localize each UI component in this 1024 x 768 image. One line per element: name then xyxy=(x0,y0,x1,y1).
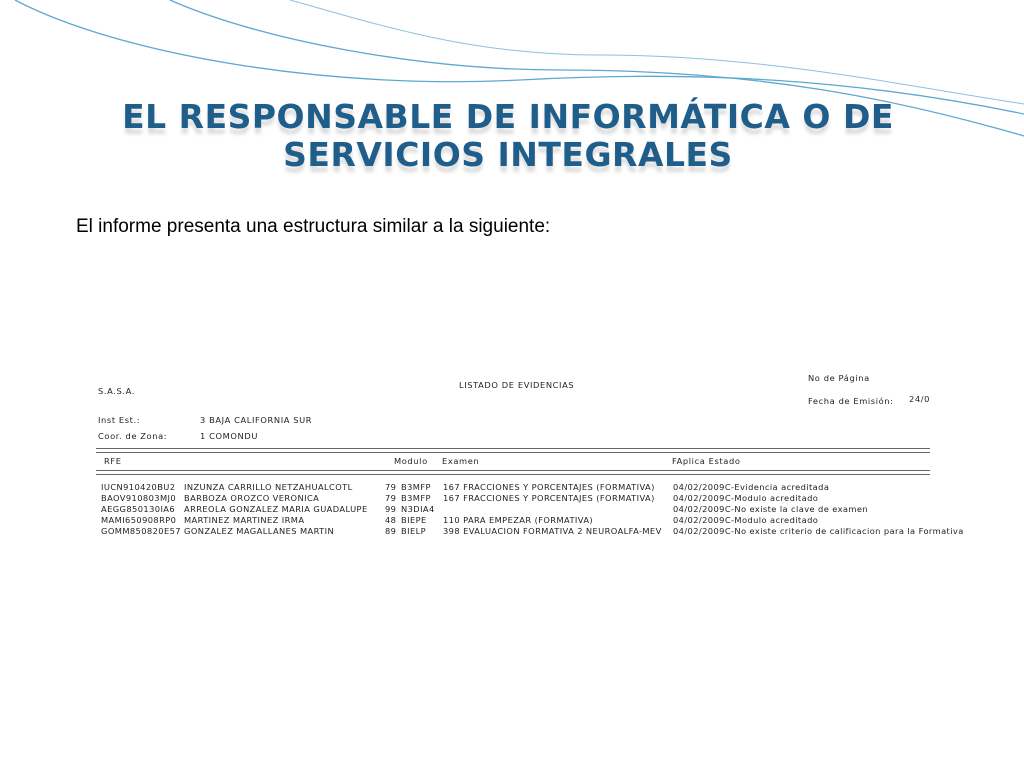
cell-modulo: 79 xyxy=(385,493,397,503)
table-row xyxy=(96,482,936,493)
slide-title xyxy=(100,98,916,174)
cell-examen: 398 EVALUACION FORMATIVA 2 NEUROALFA-MEV xyxy=(443,526,662,536)
cell-estado: 04/02/2009C-No existe criterio de calificacion para la Formativa xyxy=(673,526,964,536)
cell-estado: 04/02/2009C-Modulo acreditado xyxy=(673,515,819,525)
cell-code: N3DIA4 xyxy=(401,504,435,514)
cell-rfe: BAOV910803MJ0 xyxy=(101,493,177,503)
report-org: S.A.S.A. xyxy=(98,386,135,396)
header-modulo: Modulo xyxy=(394,456,428,466)
cell-code: B3MFP xyxy=(401,493,431,503)
report-divider-header xyxy=(96,470,930,471)
cell-estado: 04/02/2009C-Modulo acreditado xyxy=(673,493,819,503)
cell-modulo: 99 xyxy=(385,504,397,514)
cell-name: BARBOZA OROZCO VERONICA xyxy=(184,493,320,503)
slide-title-line-1: EL RESPONSABLE DE INFORMÁTICA O DE xyxy=(122,97,894,136)
report-page-label: No de Página xyxy=(808,373,870,383)
report-divider-top xyxy=(96,448,930,449)
report-coord-label: Coor. de Zona: xyxy=(98,431,168,441)
table-row xyxy=(96,526,964,537)
table-row xyxy=(96,504,936,515)
table-row xyxy=(96,493,936,504)
report-emission-label: Fecha de Emisión: xyxy=(808,396,894,406)
table-row xyxy=(96,515,936,526)
cell-estado: 04/02/2009C-Evidencia acreditada xyxy=(673,482,830,492)
cell-modulo: 48 xyxy=(385,515,397,525)
cell-rfe: IUCN910420BU2 xyxy=(101,482,176,492)
cell-estado: 04/02/2009C-No existe la clave de examen xyxy=(673,504,869,514)
report-title: LISTADO DE EVIDENCIAS xyxy=(459,380,575,390)
report-emission-value: 24/0 xyxy=(909,394,931,404)
cell-code: B3MFP xyxy=(401,482,431,492)
report-inst-label: Inst Est.: xyxy=(98,415,141,425)
cell-name: MARTINEZ MARTINEZ IRMA xyxy=(184,515,305,525)
cell-examen: 110 PARA EMPEZAR (FORMATIVA) xyxy=(443,515,594,525)
slide-title-line-2: SERVICIOS INTEGRALES xyxy=(283,135,733,174)
header-rfe: RFE xyxy=(104,456,122,466)
cell-rfe: MAMI650908RP0 xyxy=(101,515,177,525)
cell-code: BIEPE xyxy=(401,515,427,525)
report-divider-header-2 xyxy=(96,474,930,475)
cell-name: INZUNZA CARRILLO NETZAHUALCOTL xyxy=(184,482,353,492)
cell-examen: 167 FRACCIONES Y PORCENTAJES (FORMATIVA) xyxy=(443,493,655,503)
report-coord-value: 1 COMONDU xyxy=(200,431,258,441)
cell-name: ARREOLA GONZALEZ MARIA GUADALUPE xyxy=(184,504,368,514)
cell-rfe: GOMM850820E57 xyxy=(101,526,181,536)
cell-code: BIELP xyxy=(401,526,427,536)
slide-subtitle: El informe presenta una estructura similar a la siguiente: xyxy=(76,216,551,237)
evidence-report xyxy=(96,368,964,548)
cell-examen: 167 FRACCIONES Y PORCENTAJES (FORMATIVA) xyxy=(443,482,655,492)
report-divider-top-2 xyxy=(96,452,930,453)
header-examen: Examen xyxy=(442,456,480,466)
cell-rfe: AEGG850130IA6 xyxy=(101,504,176,514)
header-faplica-estado: FAplica Estado xyxy=(672,456,741,466)
cell-modulo: 89 xyxy=(385,526,397,536)
report-inst-value: 3 BAJA CALIFORNIA SUR xyxy=(200,415,313,425)
cell-modulo: 79 xyxy=(385,482,397,492)
cell-name: GONZALEZ MAGALLANES MARTIN xyxy=(184,526,335,536)
